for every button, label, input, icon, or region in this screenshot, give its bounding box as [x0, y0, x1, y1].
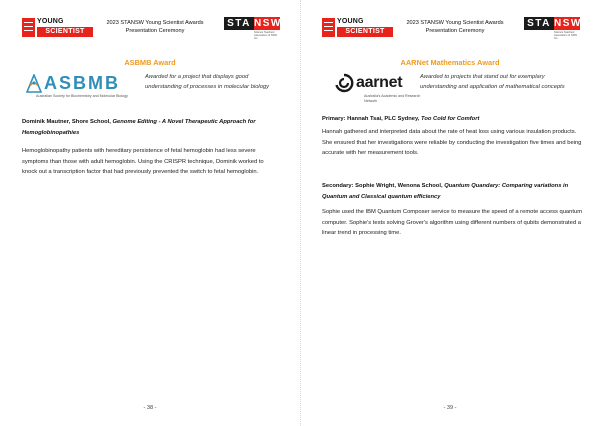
- asbmb-subtitle: Australian Society for Biochemistry and Molecular Biology: [36, 94, 128, 98]
- award-description: Awarded to projects that stand out for exemplary understanding and application of mathematical concepts: [420, 74, 565, 90]
- winner-project-title: Genome Editing - A Novel Therapeutic Approach for Hemoglobinopathies: [22, 119, 256, 136]
- winner-heading: [22, 117, 278, 138]
- young-scientist-mark-icon: [322, 18, 335, 37]
- header-title-line2: Presentation Ceremony: [125, 28, 185, 34]
- asbmb-logo: [26, 72, 138, 106]
- header-title-line1: 2023 STANSW Young Scientist Awards: [406, 20, 504, 26]
- header-title-line1: 2023 STANSW Young Scientist Awards: [106, 20, 204, 26]
- award-title: ASBMB Award: [124, 58, 176, 67]
- primary-paragraph: Hannah gathered and interpreted data about the rate of heat loss using various insulation products. She ensured that her investigations were reliable by conducting the investigation five times and being accurate with her measurement tools.: [322, 129, 582, 156]
- stansw-sta: STA: [524, 17, 554, 30]
- stansw-logo: [524, 17, 580, 40]
- winner-paragraph: Hemoglobinopathy patients with hereditary persistence of fetal hemoglobin had less severe symptoms than those with adult hemoglobin. Using the CRISPR technique, Dominik worked to knock out a transcription factor that had previously prevented the switch to fetal hemoglobin.: [22, 148, 264, 175]
- aarnet-swirl-icon: [334, 73, 354, 93]
- secondary-project-title: Quantum Quandary: Comparing variations in Quantum and Classical quantum efficiency: [322, 183, 569, 200]
- primary-project-title: Too Cold for Comfort: [421, 116, 480, 122]
- secondary-heading: [322, 181, 584, 202]
- primary-label: Primary: Hannah Tsai, PLC Sydney,: [322, 116, 422, 122]
- aarnet-subtitle: Australia's Academic and Research Network: [364, 94, 421, 103]
- asbmb-name: ASBMB: [44, 73, 120, 93]
- page-number: - 38 -: [143, 405, 157, 411]
- award-title: AARNet Mathematics Award: [400, 58, 500, 67]
- winner-name: Dominik Mautner, Shore School,: [22, 119, 113, 125]
- award-description: Awarded for a project that displays good understanding of processes in molecular biology: [145, 74, 270, 90]
- secondary-paragraph: Sophie used the IBM Quantum Composer service to measure the speed of a remote access quantum computer. Sophie's tests solving Grover's algorithm using different numbers of qubits demonstrated a linear trend in processing time.: [322, 209, 583, 236]
- young-scientist-logo: [22, 18, 93, 37]
- stansw-subtitle: Science Teachers' Association of NSW Inc.: [254, 31, 277, 40]
- stansw-nsw: NSW: [254, 18, 282, 29]
- secondary-label: Secondary: Sophie Wright, Wenona School,: [322, 183, 445, 189]
- primary-heading: [322, 114, 582, 125]
- stansw-nsw: NSW: [554, 18, 582, 29]
- header-title: [100, 19, 210, 35]
- ys-top-text: YOUNG: [37, 18, 64, 25]
- header-title-line2: Presentation Ceremony: [425, 28, 485, 34]
- stansw-logo: [224, 17, 280, 40]
- ys-bottom-text: SCIENTIST: [37, 27, 93, 37]
- header-title: [400, 19, 510, 35]
- aarnet-logo: [334, 72, 420, 106]
- ys-bottom-text: SCIENTIST: [337, 27, 393, 37]
- page-number: - 39 -: [443, 405, 457, 411]
- stansw-subtitle: Science Teachers' Association of NSW Inc.: [554, 31, 577, 40]
- asbmb-mark-icon: [26, 74, 42, 94]
- ys-top-text: YOUNG: [337, 18, 364, 25]
- young-scientist-mark-icon: [22, 18, 35, 37]
- young-scientist-logo: [322, 18, 393, 37]
- aarnet-name: aarnet: [356, 74, 403, 91]
- stansw-sta: STA: [224, 17, 254, 30]
